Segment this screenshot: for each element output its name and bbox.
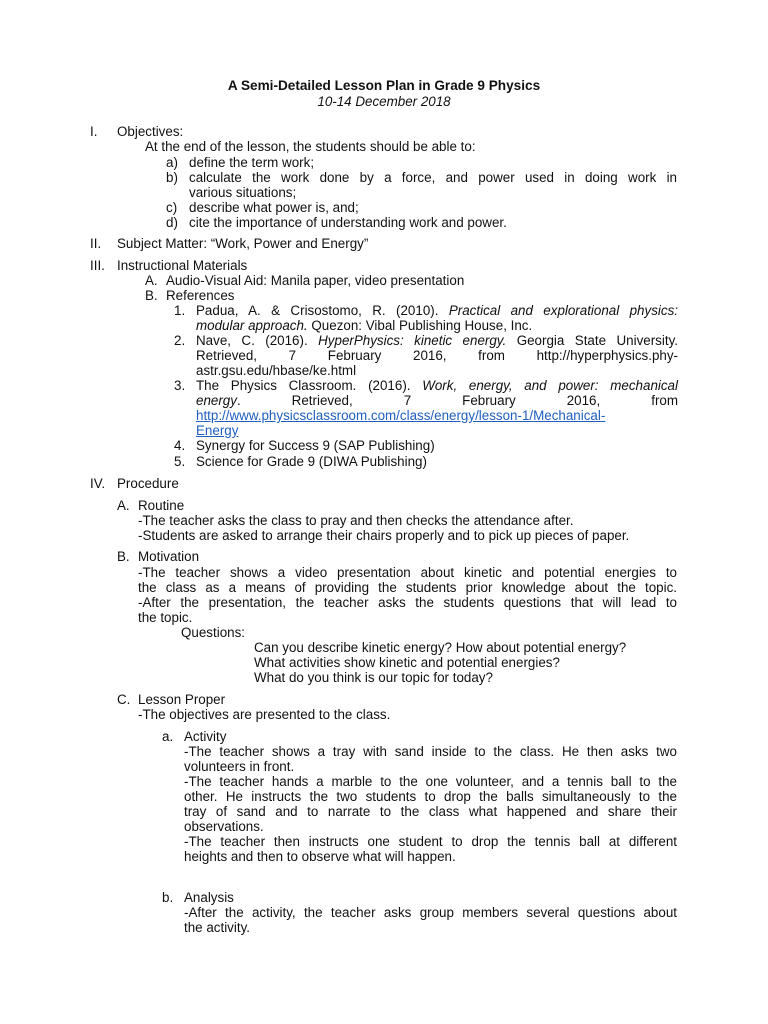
activity-line: volunteers in front.	[184, 759, 295, 774]
list-marker: a)	[166, 155, 178, 170]
motivation-heading: Motivation	[138, 549, 200, 564]
activity-line: heights and then to observe what will happen.	[184, 849, 456, 864]
activity-line: -The teacher then instructs one student to drop the tennis ball at different	[184, 834, 677, 849]
ref-number: 3.	[174, 378, 186, 393]
reference-3-line: The Physics Classroom. (2016). Work, energy, and power: mechanical	[196, 378, 678, 393]
reference-4: Synergy for Success 9 (SAP Publishing)	[196, 438, 435, 453]
ref-number: 5.	[174, 454, 186, 469]
reference-3-link[interactable]	[196, 408, 605, 423]
section-heading-procedure: Procedure	[117, 476, 179, 491]
document-date: 10-14 December 2018	[317, 94, 451, 109]
list-marker: b)	[166, 170, 178, 185]
objective-item: calculate the work done by a force, and power used in doing work in	[189, 170, 677, 185]
reference-2-line: Nave, C. (2016). HyperPhysics: kinetic energy. Georgia State University.	[196, 333, 678, 348]
section-number: II.	[90, 236, 102, 251]
motivation-line: the topic.	[138, 610, 193, 625]
routine-line: -Students are asked to arrange their chairs properly and to pick up pieces of paper.	[138, 528, 630, 543]
routine-heading: Routine	[138, 498, 185, 513]
section-heading-materials: Instructional Materials	[117, 258, 248, 273]
analysis-heading: Analysis	[184, 890, 234, 905]
motivation-line: the class as a means of providing the students prior knowledge about the topic.	[138, 580, 677, 595]
reference-2-line: astr.gsu.edu/hbase/ke.html	[196, 363, 357, 378]
section-number: IV.	[90, 476, 106, 491]
list-marker: A.	[145, 273, 158, 288]
list-marker: a.	[162, 729, 174, 744]
objectives-intro: At the end of the lesson, the students should be able to:	[145, 139, 476, 154]
objective-item: describe what power is, and;	[189, 200, 359, 215]
question-item: What activities show kinetic and potential energies?	[254, 655, 560, 670]
lesson-proper-heading: Lesson Proper	[138, 692, 226, 707]
motivation-line: -After the presentation, the teacher asks the students questions that will lead to	[138, 595, 677, 610]
subject-matter: Subject Matter: “Work, Power and Energy”	[117, 236, 369, 251]
section-heading-objectives: Objectives:	[117, 124, 184, 139]
reference-1-line: modular approach. Quezon: Vibal Publishing House, Inc.	[196, 318, 533, 333]
question-item: What do you think is our topic for today?	[254, 670, 493, 685]
reference-link[interactable]: Energy	[196, 423, 239, 438]
questions-label: Questions:	[181, 625, 246, 640]
objective-item: define the term work;	[189, 155, 315, 170]
activity-line: -The teacher shows a tray with sand inside to the class. He then asks two	[184, 744, 677, 759]
lesson-proper-line: -The objectives are presented to the class.	[138, 707, 391, 722]
question-item: Can you describe kinetic energy? How about potential energy?	[254, 640, 627, 655]
references-heading: References	[166, 288, 235, 303]
ref-number: 1.	[174, 303, 186, 318]
activity-line: other. He instructs the two students to drop the balls simultaneously to the	[184, 789, 677, 804]
list-marker: A.	[117, 498, 130, 513]
list-marker: b.	[162, 890, 174, 905]
motivation-line: -The teacher shows a video presentation about kinetic and potential energies to	[138, 565, 677, 580]
analysis-line: -After the activity, the teacher asks group members several questions about	[184, 905, 677, 920]
list-marker: B.	[145, 288, 158, 303]
activity-line: observations.	[184, 819, 264, 834]
reference-link[interactable]: http://www.physicsclassroom.com/class/energy/lesson-1/Mechanical-	[196, 408, 606, 423]
list-marker: C.	[117, 692, 131, 707]
reference-3-line: energy. Retrieved, 7 February 2016, from	[196, 393, 678, 408]
ref-number: 4.	[174, 438, 186, 453]
routine-line: -The teacher asks the class to pray and then checks the attendance after.	[138, 513, 574, 528]
document-title: A Semi-Detailed Lesson Plan in Grade 9 Physics	[227, 78, 541, 93]
objective-item-cont: various situations;	[189, 185, 297, 200]
reference-3-link[interactable]	[196, 423, 238, 438]
list-marker: c)	[166, 200, 178, 215]
list-marker: B.	[117, 549, 130, 564]
analysis-line: the activity.	[184, 920, 250, 935]
reference-1-line: Padua, A. & Crisostomo, R. (2010). Practical and explorational physics:	[196, 303, 678, 318]
list-marker: d)	[166, 215, 178, 230]
ref-number: 2.	[174, 333, 186, 348]
activity-line: -The teacher hands a marble to the one volunteer, and a tennis ball to the	[184, 774, 677, 789]
section-number: III.	[90, 258, 105, 273]
section-number: I.	[90, 124, 98, 139]
activity-heading: Activity	[184, 729, 227, 744]
activity-line: tray of sand and to narrate to the class what happened and share their	[184, 804, 677, 819]
reference-5: Science for Grade 9 (DIWA Publishing)	[196, 454, 427, 469]
reference-2-line: Retrieved, 7 February 2016, from http://hyperphysics.phy-	[196, 348, 678, 363]
objective-item: cite the importance of understanding work and power.	[189, 215, 507, 230]
audio-visual-aid: Audio-Visual Aid: Manila paper, video presentation	[166, 273, 465, 288]
